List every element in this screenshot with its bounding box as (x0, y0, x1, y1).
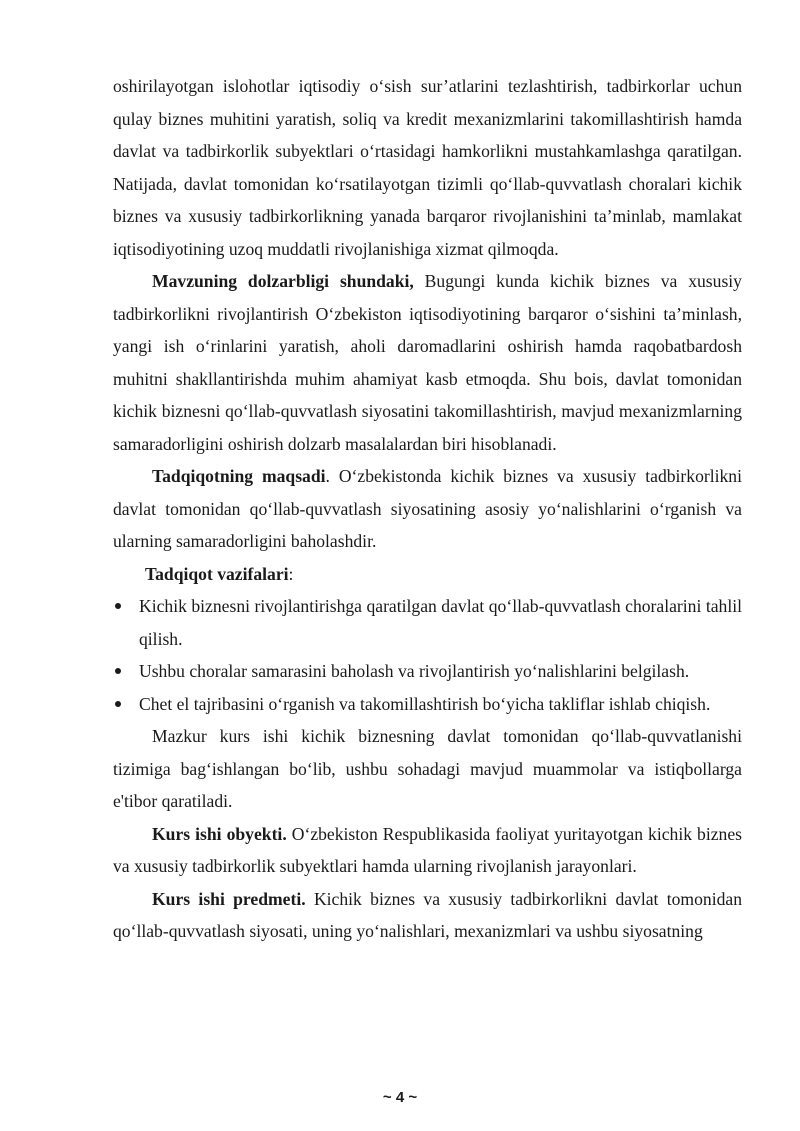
subject-label: Kurs ishi predmeti. (152, 888, 306, 909)
list-item: Chet el tajribasini o‘rganish va takomillashtirish bo‘yicha takliflar ishlab chiqish. (113, 688, 742, 721)
tasks-colon: : (288, 563, 294, 584)
subject-text: Kichik biznes va xususiy tadbirkorlikni davlat tomonidan qo‘llab-quvvatlash siyosati, uning yo‘nalishlari, mexanizmlari va ushbu siyosatning (113, 888, 742, 941)
subject-paragraph (113, 883, 742, 948)
scope-paragraph: Mazkur kurs ishi kichik biznesning davlat tomonidan qo‘llab-quvvatlanishi tizimiga bag‘ishlangan bo‘lib, ushbu sohadagi mavjud muammolar va istiqbollarga e'tibor qaratiladi. (113, 726, 742, 811)
object-text: O‘zbekiston Respublikasida faoliyat yuritayotgan kichik biznes va xususiy tadbirkorlik subyektlari hamda ularning rivojlanish jarayonlari. (113, 823, 742, 876)
tasks-heading (113, 558, 742, 591)
tasks-label: Tadqiqot vazifalari (145, 563, 289, 584)
relevance-label: Mavzuning dolzarbligi shundaki, (152, 271, 414, 291)
relevance-paragraph (113, 265, 742, 460)
goal-label: Tadqiqotning maqsadi (152, 466, 326, 486)
list-item: Ushbu choralar samarasini baholash va rivojlantirish yo‘nalishlarini belgilash. (113, 655, 742, 688)
object-paragraph (113, 818, 742, 883)
intro-paragraph: oshirilayotgan islohotlar iqtisodiy o‘sish sur’atlarini tezlashtirish, tadbirkorlar uchun qulay biznes muhitini yaratish, soliq va kredit mexanizmlarini takomillashtirish hamda davlat va tadbirkorlik subyektlari o‘rtasidagi hamkorlikni mustahkamlashga qaratilgan. Natijada, davlat tomonidan ko‘rsatilayotgan tizimli qo‘llab-quvvatlash choralari kichik biznes va xususiy tadbirkorlikning yanada barqaror rivojlanishini ta’minlab, mamlakat iqtisodiyotining uzoq muddatli rivojlanishiga xizmat qilmoqda. (113, 76, 742, 259)
relevance-text: Bugungi kunda kichik biznes va xususiy tadbirkorlikni rivojlantirish O‘zbekiston iqtisodiyotining barqaror o‘sishini ta’minlash, yangi ish o‘rinlarini yaratish, aholi daromadlarini oshirish hamda raqobatbardosh muhitni shakllantirishda muhim ahamiyat kasb etmoqda. Shu bois, davlat tomonidan kichik biznesni qo‘llab-quvvatlash siyosatini takomillashtirish, mavjud mexanizmlarning samaradorligini oshirish dolzarb masalalardan biri hisoblanadi. (113, 271, 742, 454)
goal-paragraph (113, 460, 742, 558)
list-item: Kichik biznesni rivojlantirishga qaratilgan davlat qo‘llab-quvvatlash choralarini tahlil qilish. (113, 590, 742, 655)
tasks-list (113, 590, 742, 720)
goal-text: . O‘zbekistonda kichik biznes va xususiy tadbirkorlikni davlat tomonidan qo‘llab-quvvatlash siyosatining asosiy yo‘nalishlarini o‘rganish va ularning samaradorligini baholashdir. (113, 466, 742, 551)
document-body (113, 70, 742, 948)
object-label: Kurs ishi obyekti. (152, 823, 287, 844)
page-number: ~ 4 ~ (382, 1089, 418, 1106)
